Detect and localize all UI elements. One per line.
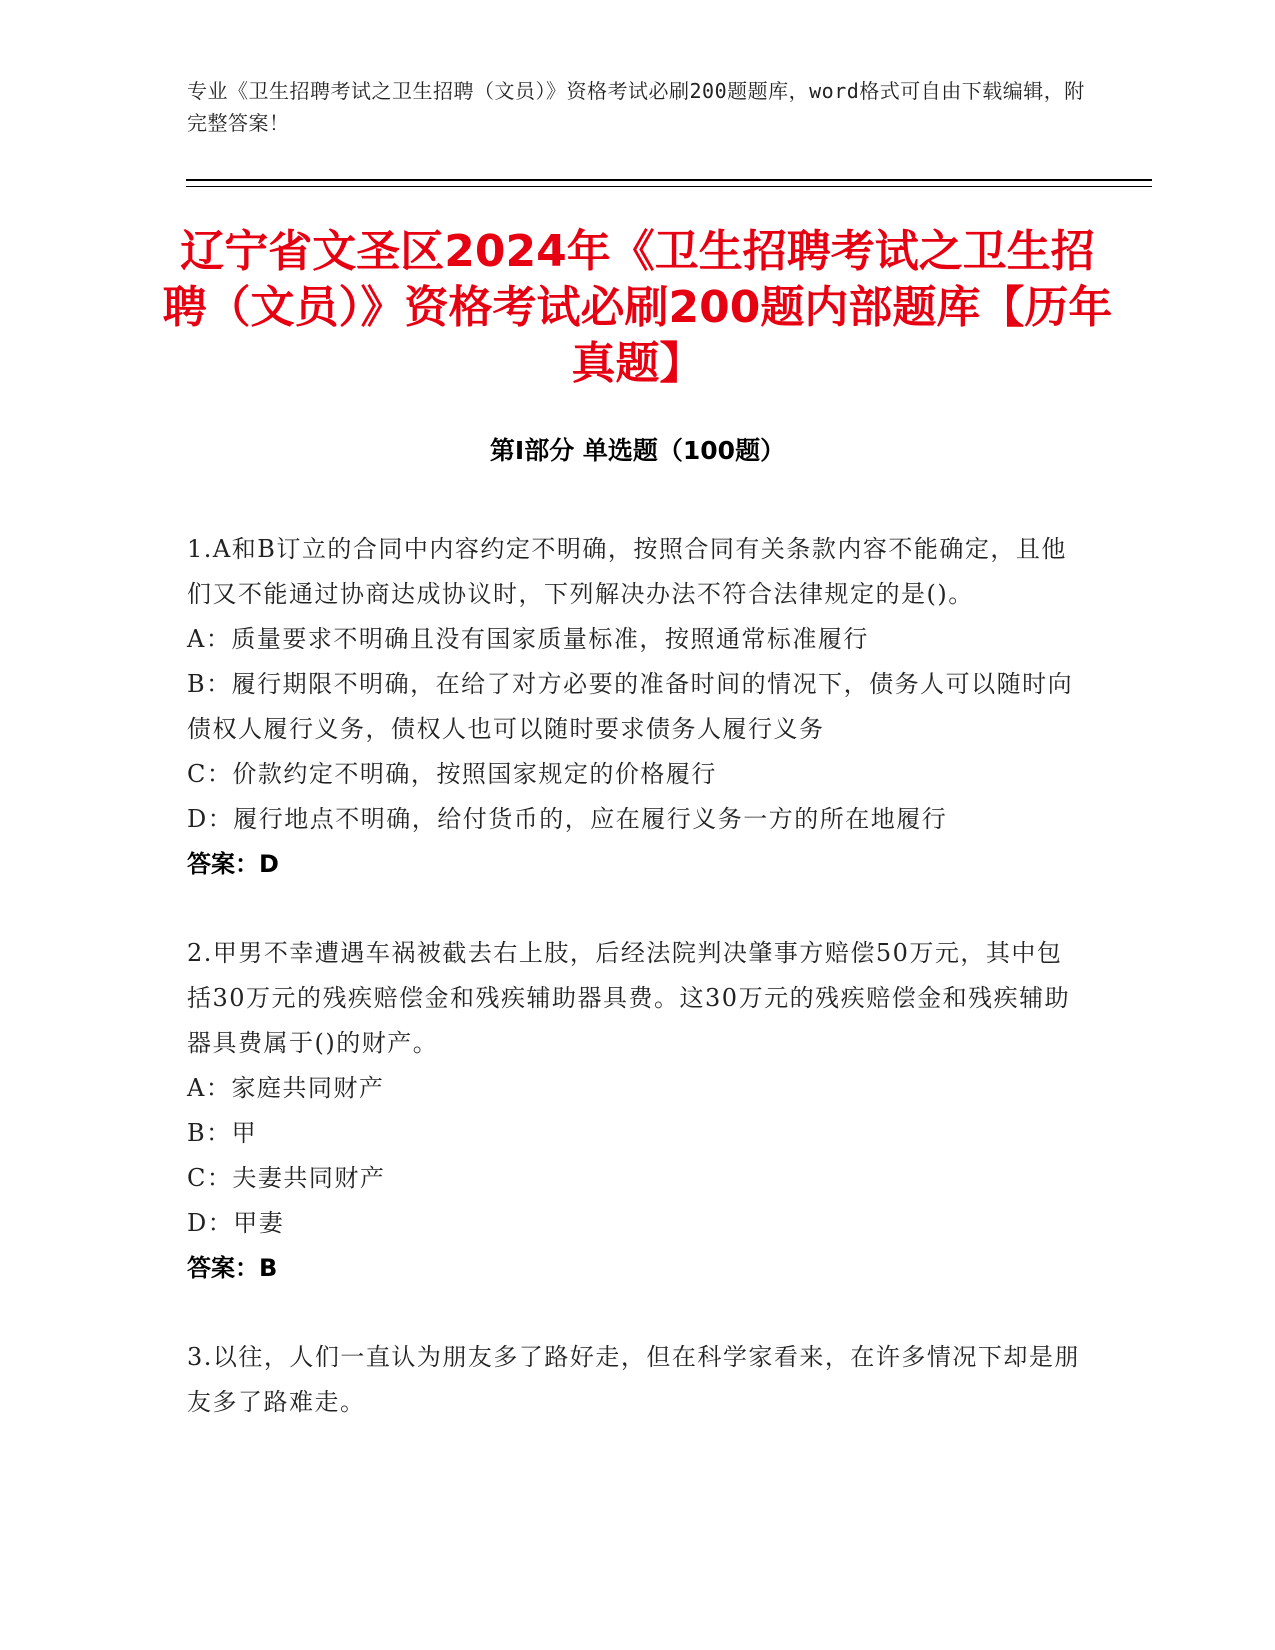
option-b: B：甲	[187, 1119, 258, 1147]
option-d: D：甲妻	[187, 1209, 285, 1237]
option-c: C：夫妻共同财产	[187, 1164, 386, 1192]
option-a: A：家庭共同财产	[187, 1074, 385, 1102]
document-title: 辽宁省文圣区2024年《卫生招聘考试之卫生招聘（文员）》资格考试必刷200题内部题库【历年真题】	[162, 226, 1113, 389]
question-list	[187, 527, 1087, 1469]
question-stem: 2.甲男不幸遭遇车祸被截去右上肢，后经法院判决肇事方赔偿50万元，其中包括30万元的残疾赔偿金和残疾辅助器具费。这30万元的残疾赔偿金和残疾辅助器具费属于()的财产。	[187, 939, 1071, 1057]
answer: 答案：D	[187, 850, 279, 878]
header-divider-thick	[186, 179, 1152, 181]
question-3	[187, 1335, 1087, 1425]
header-note: 专业《卫生招聘考试之卫生招聘（文员）》资格考试必刷200题题库，word格式可自由下载编辑，附完整答案！	[187, 79, 1085, 135]
question-2	[187, 931, 1087, 1291]
option-a: A：质量要求不明确且没有国家质量标准，按照通常标准履行	[187, 625, 869, 653]
question-stem: 3.以往，人们一直认为朋友多了路好走，但在科学家看来，在许多情况下却是朋友多了路难走。	[187, 1343, 1080, 1416]
answer: 答案：B	[187, 1254, 278, 1282]
option-b: B：履行期限不明确，在给了对方必要的准备时间的情况下，债务人可以随时向债权人履行义务，债权人也可以随时要求债务人履行义务	[187, 670, 1074, 743]
question-stem: 1.A和B订立的合同中内容约定不明确，按照合同有关条款内容不能确定，且他们又不能通过协商达成协议时，下列解决办法不符合法律规定的是()。	[187, 535, 1067, 608]
question-1	[187, 527, 1087, 887]
header-divider-thin	[186, 186, 1152, 187]
section-title: 第I部分 单选题（100题）	[489, 436, 786, 465]
option-d: D：履行地点不明确，给付货币的，应在履行义务一方的所在地履行	[187, 805, 948, 833]
option-c: C：价款约定不明确，按照国家规定的价格履行	[187, 760, 717, 788]
